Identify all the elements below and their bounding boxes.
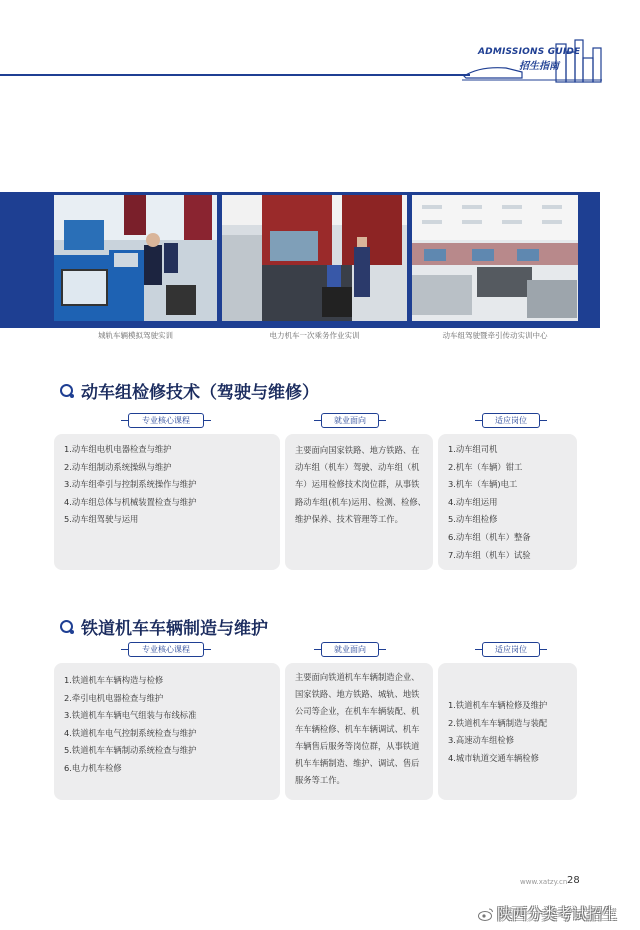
list-item: 3.铁道机车车辆电气组装与布线标准 (64, 710, 197, 721)
list-item: 5.动车组检修 (448, 514, 498, 525)
list-item: 7.动车组（机车）试验 (448, 549, 531, 560)
photo-caption-1: 城轨车辆模拟驾驶实训 (98, 331, 173, 340)
footer-url: www.xatzy.cn (520, 878, 568, 886)
list-item: 2.机车（车辆）钳工 (448, 461, 523, 472)
list-item: 3.高速动车组检修 (448, 735, 514, 746)
admissions-guide-en: ADMISSIONS GUIDE (478, 47, 581, 57)
employment-box-1 (285, 434, 433, 570)
positions-box-2 (438, 663, 577, 800)
text-line: 车）运用检修技术岗位群，从事铁 (295, 479, 420, 490)
list-item: 1.铁道机车车辆检修及维护 (448, 700, 548, 710)
text-line: 车车辆检修、机车车辆调试、机车 (295, 723, 420, 734)
photo-caption-2: 电力机车一次乘务作业实训 (269, 331, 360, 340)
list-item: 5.铁道机车车辆制动系统检查与维护 (64, 745, 197, 756)
photo-emu-traction-center (412, 195, 578, 321)
photo-caption-3: 动车组驾驶暨牵引传动实训中心 (442, 331, 548, 340)
list-item: 3.动车组牵引与控制系统操作与维护 (64, 479, 197, 490)
text-line: 路动车组(机车)运用、检测、检修、 (295, 496, 426, 507)
text-line: 主要面向国家铁路、地方铁路、在 (295, 445, 420, 455)
circle-bullet-icon (60, 620, 73, 633)
core-courses-box-1 (54, 434, 280, 570)
section-title-1: 动车组检修技术（驾驶与维修） (60, 378, 319, 403)
list-item: 4.动车组运用 (448, 496, 498, 507)
list-item: 1.动车组电机电器检查与维护 (64, 444, 172, 454)
header-rule (0, 74, 470, 76)
text-line: 公司等企业，在机车车辆装配、机 (295, 706, 420, 717)
list-item: 4.铁道机车电气控制系统检查与维护 (64, 727, 197, 738)
list-item: 2.铁道机车车辆制造与装配 (448, 717, 548, 728)
tag-positions-1: 适应岗位 (482, 413, 540, 428)
circle-bullet-icon (60, 384, 73, 397)
list-item: 6.电力机车检修 (64, 762, 122, 773)
positions-box-1 (438, 434, 577, 570)
section-title-2: 铁道机车车辆制造与维护 (60, 614, 268, 639)
list-item: 3.机车（车辆)电工 (448, 479, 518, 490)
tag-employment-2: 就业面向 (321, 642, 379, 657)
list-item: 1.铁道机车车辆构造与检修 (64, 675, 164, 685)
photo-simulator-driving (54, 195, 217, 321)
admissions-guide-cn: 招生指南 (519, 61, 559, 72)
core-courses-box-2 (54, 663, 280, 800)
text-line: 主要面向铁道机车车辆制造企业、 (295, 672, 420, 682)
text-line: 车辆售后服务等岗位群，从事铁道 (295, 740, 420, 751)
tag-employment-1: 就业面向 (321, 413, 379, 428)
list-item: 5.动车组驾驶与运用 (64, 514, 139, 525)
tag-positions-2: 适应岗位 (482, 642, 540, 657)
employment-box-2 (285, 663, 433, 800)
weibo-watermark: 陕西分类考试招生 (478, 903, 617, 924)
list-item: 6.动车组（机车）整备 (448, 531, 531, 542)
list-item: 4.动车组总体与机械装置检查与维护 (64, 496, 197, 507)
tag-core-courses-2: 专业核心课程 (128, 642, 204, 657)
list-item: 2.动车组制动系统操纵与维护 (64, 461, 172, 472)
list-item: 1.动车组司机 (448, 444, 498, 454)
page-number: 28 (567, 875, 580, 886)
weibo-logo-icon (478, 907, 494, 921)
photo-electric-locomotive (222, 195, 407, 321)
text-line: 动车组（机车）驾驶、动车组（机 (295, 462, 420, 473)
text-line: 机车车辆制造、维护、调试、售后 (295, 758, 420, 769)
text-line: 服务等工作。 (295, 775, 345, 786)
list-item: 2.牵引电机电器检查与维护 (64, 692, 164, 703)
text-line: 维护保养、技术管理等工作。 (295, 513, 403, 524)
text-line: 国家铁路、地方铁路、城轨、地铁 (295, 689, 420, 700)
list-item: 4.城市轨道交通车辆检修 (448, 752, 539, 763)
tag-core-courses-1: 专业核心课程 (128, 413, 204, 428)
